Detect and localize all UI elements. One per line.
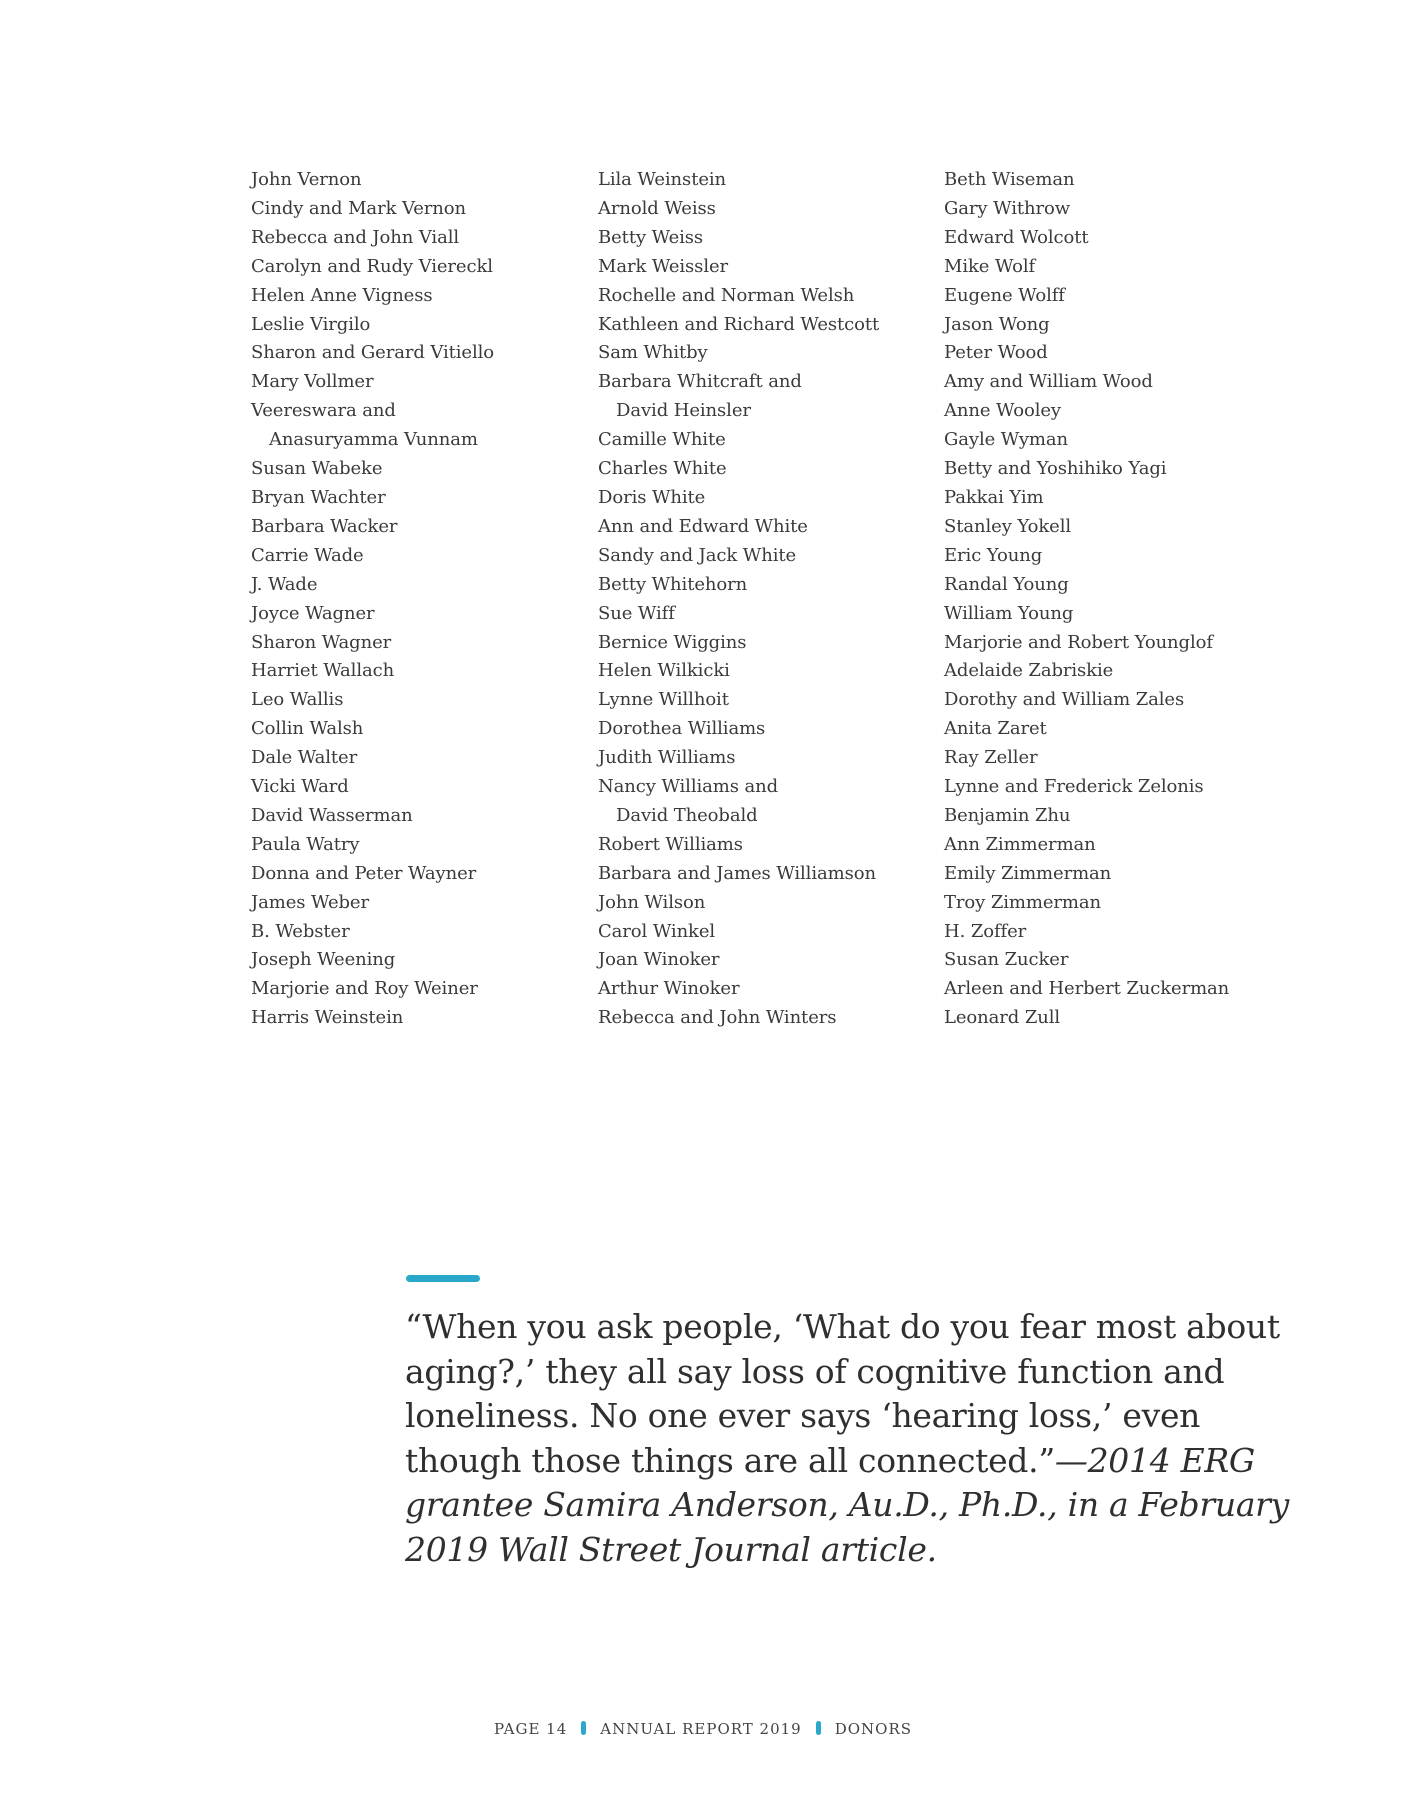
- footer-report-title: ANNUAL REPORT 2019: [600, 1720, 802, 1738]
- donor-column-3: [944, 166, 1229, 1033]
- donor-name-line: Pakkai Yim: [944, 486, 1044, 508]
- donor-name-line: Arleen and Herbert Zuckerman: [944, 978, 1230, 1000]
- donor-name: [251, 946, 494, 975]
- donor-name: [251, 715, 494, 744]
- donor-name: [944, 455, 1229, 484]
- donor-name-line: Dale Walter: [251, 747, 358, 769]
- donor-name-line: William Young: [944, 602, 1074, 624]
- donor-name-line: Arnold Weiss: [598, 197, 716, 219]
- donor-name-line: Robert Williams: [598, 833, 743, 855]
- donor-name: [598, 629, 879, 658]
- donor-name-line: Lila Weinstein: [598, 169, 727, 190]
- donor-name-line: Stanley Yokell: [944, 515, 1072, 537]
- donor-name: [251, 571, 494, 600]
- donor-name-line: Mike Wolf: [944, 255, 1036, 277]
- donor-name-line: Amy and William Wood: [944, 371, 1153, 393]
- donor-name: [944, 715, 1229, 744]
- donor-name: [251, 831, 494, 860]
- donor-name-line: Susan Zucker: [944, 949, 1069, 971]
- donor-name: [944, 975, 1229, 1004]
- donor-name-line: Camille White: [598, 429, 726, 451]
- donor-name: [251, 744, 494, 773]
- pull-quote: [405, 1305, 1305, 1572]
- donor-name-line: H. Zoffer: [944, 920, 1027, 942]
- donor-name: [944, 195, 1229, 224]
- donor-name-line: Rochelle and Norman Welsh: [598, 284, 855, 306]
- donor-name-line: Betty Weiss: [598, 226, 704, 248]
- donor-name-line: Leo Wallis: [251, 689, 344, 711]
- donor-name-line: Donna and Peter Wayner: [251, 862, 477, 884]
- donor-name: [598, 773, 879, 831]
- donor-name: [251, 600, 494, 629]
- donor-name-line: Marjorie and Robert Younglof: [944, 631, 1213, 653]
- donor-name-line: Joan Winoker: [598, 949, 720, 971]
- donor-name-line: Bryan Wachter: [251, 486, 386, 508]
- donor-name: [944, 397, 1229, 426]
- donor-name: [251, 773, 494, 802]
- donor-name: [598, 946, 879, 975]
- donor-name: [598, 311, 879, 340]
- footer-page-number: PAGE 14: [493, 1720, 568, 1738]
- donor-name-line: Benjamin Zhu: [944, 804, 1071, 826]
- donor-name-line: Barbara Wacker: [251, 515, 398, 537]
- donor-name-line: Paula Watry: [251, 833, 360, 855]
- donor-name-line: Barbara Whitcraft and: [598, 371, 802, 393]
- donor-name: [251, 311, 494, 340]
- donor-name: [944, 1004, 1229, 1033]
- quote-attribution: —2014 ERG grantee Samira Anderson, Au.D., Ph.D., in a February 2019 Wall Street Journal article.: [405, 1440, 1290, 1569]
- donor-name: [944, 600, 1229, 629]
- donor-name: [251, 802, 494, 831]
- donor-name: [251, 166, 494, 195]
- donor-name: [944, 802, 1229, 831]
- donor-name-line: Nancy Williams and: [598, 776, 779, 798]
- donor-name-line: Emily Zimmerman: [944, 862, 1112, 884]
- donor-name: [944, 484, 1229, 513]
- donor-name: [251, 889, 494, 918]
- page-footer: [0, 1720, 1406, 1738]
- donor-name: [598, 195, 879, 224]
- donor-name: [598, 571, 879, 600]
- donor-name-line: Anne Wooley: [944, 400, 1061, 422]
- donor-name-line: Leslie Virgilo: [251, 313, 371, 335]
- quote-accent-rule: [406, 1275, 480, 1282]
- donor-name: [598, 166, 879, 195]
- donor-name: [251, 253, 494, 282]
- donor-name-line: Rebecca and John Winters: [598, 1007, 837, 1029]
- donor-name: [598, 686, 879, 715]
- donor-name-line: Eric Young: [944, 544, 1043, 566]
- donor-name-line: Mary Vollmer: [251, 371, 374, 393]
- donor-name-continuation: David Theobald: [616, 804, 758, 826]
- donor-name-line: John Vernon: [251, 169, 362, 190]
- donor-name-line: Ray Zeller: [944, 747, 1038, 769]
- donor-name-line: Sharon and Gerard Vitiello: [251, 342, 495, 364]
- donor-name: [251, 484, 494, 513]
- donor-name-line: Charles White: [598, 458, 727, 480]
- donor-name-line: Helen Wilkicki: [598, 660, 730, 682]
- donor-name: [251, 282, 494, 311]
- donor-name: [251, 397, 494, 455]
- donor-name-line: Carolyn and Rudy Viereckl: [251, 255, 493, 277]
- donor-name-line: Gayle Wyman: [944, 429, 1068, 451]
- donor-name-line: Sam Whitby: [598, 342, 708, 364]
- donor-name-line: B. Webster: [251, 920, 350, 942]
- donor-name: [944, 426, 1229, 455]
- donor-name-line: Marjorie and Roy Weiner: [251, 978, 478, 1000]
- donor-name: [944, 513, 1229, 542]
- donor-name-line: Sue Wiff: [598, 602, 675, 624]
- donor-name-line: Sharon Wagner: [251, 631, 392, 653]
- donor-name-line: Gary Withrow: [944, 197, 1071, 219]
- donor-name: [944, 744, 1229, 773]
- donor-name: [944, 368, 1229, 397]
- donor-name-line: Collin Walsh: [251, 718, 364, 740]
- donor-name-line: Randal Young: [944, 573, 1069, 595]
- donor-name-line: Susan Wabeke: [251, 458, 383, 480]
- donor-name: [944, 831, 1229, 860]
- donor-name: [251, 224, 494, 253]
- donor-name: [944, 166, 1229, 195]
- donor-name-continuation: David Heinsler: [616, 400, 751, 422]
- donor-name: [944, 860, 1229, 889]
- donor-column-2: [598, 166, 879, 1033]
- donor-name: [251, 1004, 494, 1033]
- donor-name-line: Helen Anne Vigness: [251, 284, 433, 306]
- donor-name-line: Veereswara and: [251, 400, 396, 422]
- donor-name: [944, 253, 1229, 282]
- donor-name: [251, 195, 494, 224]
- quote-text: “When you ask people, ‘What do you fear most about aging?,’ they all say loss of cognitive function and loneliness. No one ever says ‘hearing loss,’ even though those things are all connected.”: [405, 1307, 1280, 1480]
- donor-name-line: John Wilson: [598, 891, 706, 913]
- donor-name: [251, 918, 494, 947]
- donor-name-line: Sandy and Jack White: [598, 544, 797, 566]
- donor-name-line: Harriet Wallach: [251, 660, 395, 682]
- donor-name-line: David Wasserman: [251, 804, 413, 826]
- donor-name: [251, 629, 494, 658]
- donor-name-line: Vicki Ward: [251, 776, 349, 798]
- donor-name: [598, 224, 879, 253]
- donor-name: [598, 975, 879, 1004]
- donor-name-line: Ann Zimmerman: [944, 833, 1096, 855]
- donor-name-continuation: Anasuryamma Vunnam: [269, 429, 478, 451]
- donor-name: [251, 686, 494, 715]
- donor-name-line: Troy Zimmerman: [944, 891, 1101, 913]
- donor-name: [944, 571, 1229, 600]
- donor-name: [598, 455, 879, 484]
- donor-name-line: Carrie Wade: [251, 544, 364, 566]
- donor-column-1: [251, 166, 494, 1033]
- donor-name-line: Rebecca and John Viall: [251, 226, 460, 248]
- donor-name: [598, 484, 879, 513]
- footer-separator: [581, 1721, 586, 1735]
- donor-name: [598, 657, 879, 686]
- donor-name-line: Betty and Yoshihiko Yagi: [944, 458, 1167, 480]
- donor-name-line: Eugene Wolff: [944, 284, 1065, 306]
- donor-name-line: Carol Winkel: [598, 920, 716, 942]
- donor-name-line: Joyce Wagner: [251, 602, 375, 624]
- donor-name: [944, 946, 1229, 975]
- donor-name: [598, 339, 879, 368]
- donor-list: [0, 166, 1406, 1046]
- donor-name-line: J. Wade: [251, 573, 318, 595]
- donor-name: [944, 918, 1229, 947]
- donor-name: [251, 657, 494, 686]
- donor-name: [251, 513, 494, 542]
- donor-name: [944, 629, 1229, 658]
- donor-name: [598, 600, 879, 629]
- donor-name-line: Leonard Zull: [944, 1007, 1061, 1029]
- donor-name-line: Beth Wiseman: [944, 169, 1075, 190]
- donor-name: [598, 715, 879, 744]
- footer-separator: [816, 1721, 821, 1735]
- donor-name: [598, 426, 879, 455]
- donor-name: [251, 368, 494, 397]
- donor-name-line: Edward Wolcott: [944, 226, 1089, 248]
- footer-section: DONORS: [834, 1720, 913, 1738]
- donor-name: [598, 860, 879, 889]
- donor-name-line: Harris Weinstein: [251, 1007, 404, 1029]
- donor-name-line: Jason Wong: [944, 313, 1050, 335]
- donor-name-line: Joseph Weening: [251, 949, 396, 971]
- donor-name: [251, 339, 494, 368]
- donor-name-line: Doris White: [598, 486, 706, 508]
- donor-name: [944, 339, 1229, 368]
- donor-name-line: Lynne Willhoit: [598, 689, 729, 711]
- donor-name-line: Cindy and Mark Vernon: [251, 197, 467, 219]
- donor-name: [251, 975, 494, 1004]
- donor-name: [251, 455, 494, 484]
- donor-name: [598, 918, 879, 947]
- donor-name: [598, 831, 879, 860]
- donor-name-line: Dorothea Williams: [598, 718, 766, 740]
- donor-name: [598, 1004, 879, 1033]
- donor-name: [944, 773, 1229, 802]
- donor-name: [944, 311, 1229, 340]
- donor-name-line: Barbara and James Williamson: [598, 862, 876, 884]
- donor-name: [598, 282, 879, 311]
- donor-name-line: Dorothy and William Zales: [944, 689, 1185, 711]
- donor-name: [944, 282, 1229, 311]
- donor-name: [598, 889, 879, 918]
- donor-name: [598, 253, 879, 282]
- donor-name: [598, 542, 879, 571]
- donor-name-line: Kathleen and Richard Westcott: [598, 313, 880, 335]
- donor-name: [944, 224, 1229, 253]
- donor-name: [598, 513, 879, 542]
- donor-name-line: Peter Wood: [944, 342, 1048, 364]
- donor-name-line: Adelaide Zabriskie: [944, 660, 1114, 682]
- donor-name: [251, 542, 494, 571]
- donor-name-line: Anita Zaret: [944, 718, 1047, 740]
- donor-name-line: Bernice Wiggins: [598, 631, 747, 653]
- donor-name-line: Judith Williams: [598, 747, 736, 769]
- donor-name: [598, 744, 879, 773]
- donor-name-line: Betty Whitehorn: [598, 573, 748, 595]
- donor-name: [944, 542, 1229, 571]
- donor-name: [944, 686, 1229, 715]
- donor-name: [251, 860, 494, 889]
- donor-name-line: Arthur Winoker: [598, 978, 740, 1000]
- donor-name-line: Mark Weissler: [598, 255, 729, 277]
- donor-name: [944, 657, 1229, 686]
- donor-name: [598, 368, 879, 426]
- donor-name-line: Ann and Edward White: [598, 515, 808, 537]
- donor-name-line: James Weber: [251, 891, 369, 913]
- donor-name-line: Lynne and Frederick Zelonis: [944, 776, 1204, 798]
- donor-name: [944, 889, 1229, 918]
